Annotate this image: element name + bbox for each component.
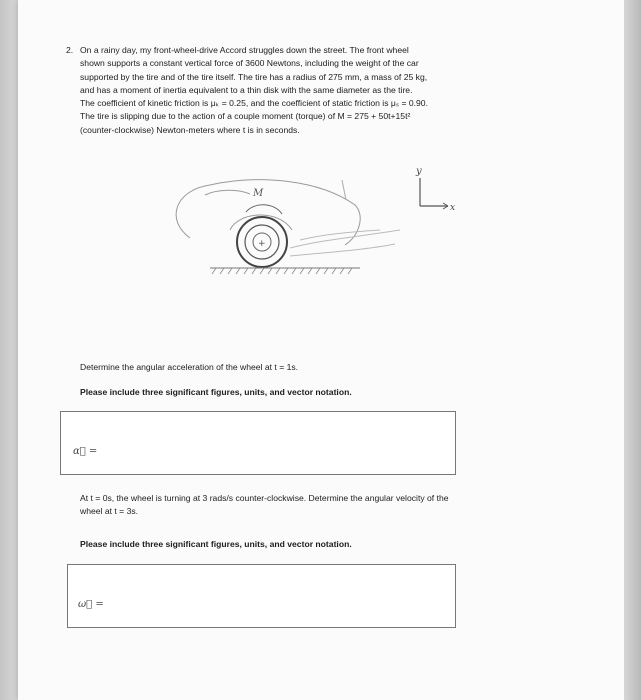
y-axis-label: y xyxy=(416,166,422,177)
answer1-label: α⃗ = xyxy=(73,446,98,457)
problem-number: 2. xyxy=(66,45,74,55)
problem-statement xyxy=(66,44,550,137)
question2-instruction: Please include three significant figures, units, and vector notation. xyxy=(80,539,352,549)
moment-label: M xyxy=(253,188,264,199)
answer2-label: ω⃗ = xyxy=(78,599,104,610)
answer2-field[interactable] xyxy=(67,564,456,628)
question1-prompt: Determine the angular acceleration of the wheel at t = 1s. xyxy=(80,362,299,372)
question1-instruction: Please include three significant figures, units, and vector notation. xyxy=(80,387,352,397)
question2-prompt-line2: wheel at t = 3s. xyxy=(80,506,139,516)
problem-line-5: The coefficient of kinetic friction is μₖ = 0.25, and the coefficient of static friction is μₛ = 0.90. xyxy=(80,98,428,109)
problem-line-7: (counter-clockwise) Newton-meters where t is in seconds. xyxy=(80,124,300,135)
wheel-sketch xyxy=(150,160,490,290)
answer1-field[interactable] xyxy=(60,411,456,475)
problem-line-6: The tire is slipping due to the action of a couple moment (torque) of M = 275 + 50t+15t² xyxy=(80,111,411,122)
question2-prompt-line1: At t = 0s, the wheel is turning at 3 rads/s counter-clockwise. Determine the angular velocity of the xyxy=(80,493,449,503)
ground-hatching xyxy=(212,268,352,274)
problem-line-4: and has a moment of inertia equivalent to a thin disk with the same diameter as the tire. xyxy=(80,84,413,95)
hub-label: + xyxy=(258,239,266,249)
problem-line-2: shown supports a constant vertical force of 3600 Newtons, including the weight of the car xyxy=(80,58,419,69)
left-margin-shadow xyxy=(0,0,18,700)
moment-arrow xyxy=(246,205,282,214)
problem-line-1: On a rainy day, my front-wheel-drive Accord struggles down the street. The front wheel xyxy=(80,45,409,55)
problem-line-3: supported by the tire and of the tire itself. The tire has a radius of 275 mm, a mass of 25 kg, xyxy=(80,71,428,82)
x-axis-label: x xyxy=(450,203,456,213)
car-window-outline xyxy=(205,190,250,195)
right-margin-shadow xyxy=(624,0,641,700)
spray-lines xyxy=(290,230,400,256)
